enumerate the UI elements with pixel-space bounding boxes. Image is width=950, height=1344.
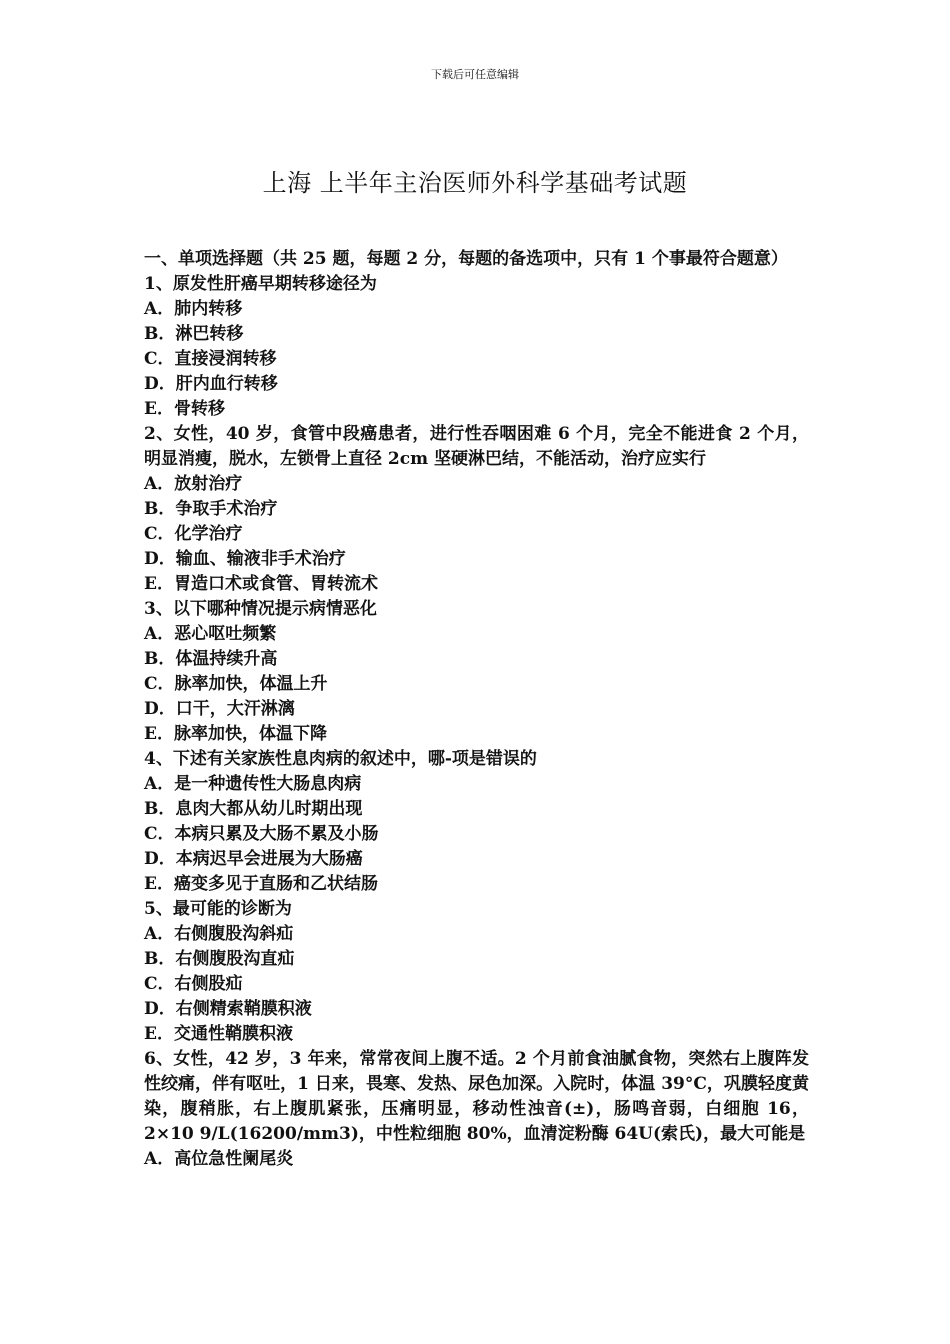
option-e: E．骨转移 xyxy=(144,399,225,419)
question-2 xyxy=(144,422,809,597)
option-a: A．放射治疗 xyxy=(144,474,243,494)
question-6 xyxy=(144,1047,809,1172)
option-c: C．脉率加快，体温上升 xyxy=(144,674,328,694)
question-3 xyxy=(144,597,809,747)
option-e: E．胃造口术或食管、胃转流术 xyxy=(144,574,378,594)
option-a: A．恶心呕吐频繁 xyxy=(144,624,277,644)
question-stem: 2、女性，40 岁，食管中段癌患者，进行性吞咽困难 6 个月，完全不能进食 2 个月，明显消瘦，脱水，左锁骨上直径 2cm 坚硬淋巴结，不能活动，治疗应实行 xyxy=(144,424,809,469)
question-1 xyxy=(144,272,809,422)
option-a: A．右侧腹股沟斜疝 xyxy=(144,924,294,944)
question-stem: 3、以下哪种情况提示病情恶化 xyxy=(144,599,377,619)
option-a: A．是一种遗传性大肠息肉病 xyxy=(144,774,362,794)
option-d: D．口干，大汗淋漓 xyxy=(144,699,295,719)
option-c: C．化学治疗 xyxy=(144,524,243,544)
option-c: C．右侧股疝 xyxy=(144,974,243,994)
option-a: A．肺内转移 xyxy=(144,299,243,319)
option-a: A．高位急性阑尾炎 xyxy=(144,1149,294,1169)
option-e: E．癌变多见于直肠和乙状结肠 xyxy=(144,874,378,894)
question-stem: 4、下述有关家族性息肉病的叙述中，哪-项是错误的 xyxy=(144,749,537,769)
option-c: C．本病只累及大肠不累及小肠 xyxy=(144,824,379,844)
option-d: D．本病迟早会进展为大肠癌 xyxy=(144,849,363,869)
option-b: B．体温持续升高 xyxy=(144,649,278,669)
option-b: B．争取手术治疗 xyxy=(144,499,278,519)
option-d: D．右侧精索鞘膜积液 xyxy=(144,999,312,1019)
option-d: D．输血、输液非手术治疗 xyxy=(144,549,346,569)
question-stem: 6、女性，42 岁，3 年来，常常夜间上腹不适。2 个月前食油腻食物，突然右上腹阵发性绞痛，伴有呕吐，1 日来，畏寒、发热、尿色加深。入院时，体温 39°C，巩膜轻度黄染，腹稍胀，右上腹肌紧张，压痛明显，移动性浊音(±)，肠鸣音弱，白细胞 16，2×10 9/L(16200/mm3)，中性粒细胞 80%，血清淀粉酶 64U(索氏)，最大可能是 xyxy=(144,1049,809,1144)
option-b: B．右侧腹股沟直疝 xyxy=(144,949,295,969)
exam-content xyxy=(144,247,809,1172)
option-d: D．肝内血行转移 xyxy=(144,374,278,394)
option-e: E．脉率加快，体温下降 xyxy=(144,724,327,744)
question-stem: 1、原发性肝癌早期转移途径为 xyxy=(144,274,377,294)
question-5 xyxy=(144,897,809,1047)
question-4 xyxy=(144,747,809,897)
option-b: B．淋巴转移 xyxy=(144,324,244,344)
question-stem: 5、最可能的诊断为 xyxy=(144,899,292,919)
header-note: 下载后可任意编辑 xyxy=(431,68,519,81)
section-heading: 一、单项选择题（共 25 题，每题 2 分，每题的备选项中，只有 1 个事最符合题意） xyxy=(144,249,788,269)
option-e: E．交通性鞘膜积液 xyxy=(144,1024,293,1044)
document-title: 上海 上半年主治医师外科学基础考试题 xyxy=(262,169,688,198)
option-c: C．直接浸润转移 xyxy=(144,349,277,369)
option-b: B．息肉大都从幼儿时期出现 xyxy=(144,799,363,819)
